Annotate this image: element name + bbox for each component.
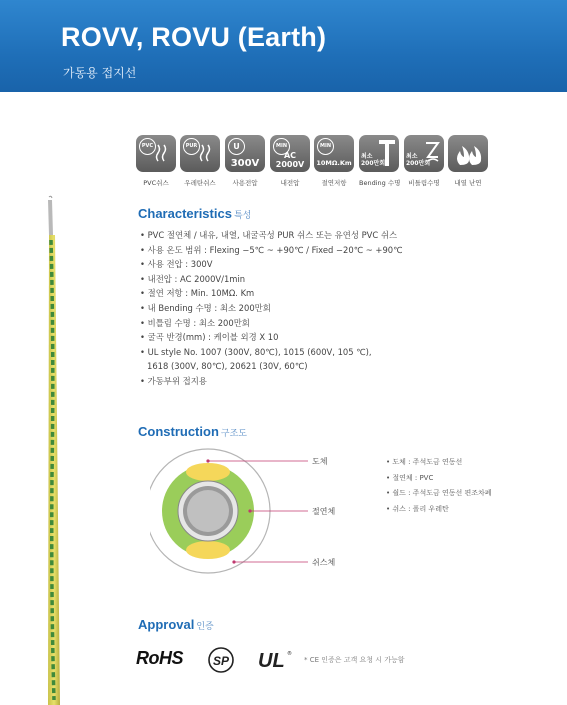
twist-value: 최소 200만회	[406, 153, 431, 167]
list-item: • 사용 온도 범위 : Flexing −5℃ ~ +90℃ / Fixed −20℃ ~ +90℃	[140, 244, 403, 255]
spec-icon-row	[136, 135, 496, 195]
list-item: • PVC 절연체 / 내유, 내열, 내굴곡성 PUR 쉬스 또는 유연성 PVC 쉬스	[140, 230, 398, 240]
icon-caption: 절연저항	[321, 179, 347, 187]
list-item: • 도체 : 주석도금 연동선	[386, 458, 463, 466]
flame-icon	[448, 135, 488, 172]
page-subtitle: 가동용 접지선	[63, 66, 137, 80]
characteristics-list	[140, 228, 440, 389]
pur-sheath-badge	[180, 135, 220, 187]
withstand-voltage-badge	[270, 135, 310, 187]
svg-text:UL: UL	[258, 650, 285, 672]
list-item: 1618 (300V, 80℃), 20621 (30V, 60℃)	[147, 361, 308, 372]
pvc-label: PVC	[139, 138, 156, 155]
svg-text:SP: SP	[213, 654, 230, 668]
cable-image	[40, 195, 80, 705]
callout-conductor: 도체	[312, 457, 328, 466]
list-item: • UL style No. 1007 (300V, 80℃), 1015 (600V, 105 ℃),	[140, 346, 372, 357]
wave-icon	[180, 135, 220, 172]
min-label: MIN	[317, 138, 334, 155]
twist-life-badge	[404, 135, 444, 187]
pur-label: PUR	[183, 138, 200, 155]
bending-life-badge	[359, 135, 399, 187]
approval-heading: Approval 인증	[138, 617, 214, 632]
construction-legend	[386, 455, 556, 517]
min-label: MIN	[273, 138, 290, 155]
list-item: • 절연체 : PVC	[386, 473, 434, 482]
list-item: • 비틀림 수명 : 최소 200만회	[140, 317, 250, 328]
header-banner	[0, 0, 567, 92]
callout-sheath: 쉬스체	[312, 558, 336, 567]
icon-caption: PVC쉬스	[143, 179, 169, 187]
list-item: • 쉬스 : 폴리 우레탄	[386, 504, 449, 513]
construction-heading: Construction 구조도	[138, 424, 247, 439]
icon-caption: 우레탄쉬스	[184, 179, 216, 187]
callout-insulation: 절연체	[312, 507, 336, 516]
list-item: • 사용 전압 : 300V	[140, 259, 213, 270]
wave-icon	[136, 135, 176, 172]
list-item: • 굴곡 반경(mm) : 케이블 외경 X 10	[140, 332, 279, 343]
flame-retardant-badge	[448, 135, 488, 187]
approval-note: * CE 인증은 고객 요청 시 가능함	[304, 656, 405, 664]
icon-caption: 내열 난연	[454, 179, 482, 187]
characteristics-heading: Characteristics 특성	[138, 206, 252, 221]
rohs-logo: RoHS	[136, 648, 183, 668]
list-item: • 내 Bending 수명 : 최소 200만회	[140, 302, 271, 313]
voltage-icon: U	[228, 138, 245, 155]
icon-caption: 사용전압	[232, 179, 258, 187]
pvc-sheath-badge	[136, 135, 176, 187]
resistance-value: 10MΩ.Km	[316, 159, 352, 167]
list-item: • 내전압 : AC 2000V/1min	[140, 273, 246, 284]
page-title: ROVV, ROVU (Earth)	[61, 22, 327, 52]
voltage-badge	[225, 135, 265, 187]
icon-caption: 내전압	[280, 179, 300, 187]
withstand-voltage-value: AC 2000V	[275, 151, 305, 169]
cross-section-diagram	[150, 441, 390, 581]
insulation-resistance-badge	[314, 135, 354, 187]
icon-caption: Bending 수명	[359, 179, 401, 187]
voltage-value: 300V	[230, 158, 260, 169]
csa-logo	[206, 645, 236, 675]
svg-text:®: ®	[287, 651, 292, 657]
list-item: • 쉴드 : 주석도금 연동선 편조차폐	[386, 489, 492, 497]
ul-logo	[256, 647, 292, 673]
list-item: • 절연 저항 : Min. 10MΩ. Km	[140, 288, 255, 299]
bending-value: 최소 200만회	[361, 153, 386, 167]
icon-caption: 비틀림수명	[408, 179, 440, 187]
list-item: • 가동부위 접지용	[140, 375, 207, 386]
